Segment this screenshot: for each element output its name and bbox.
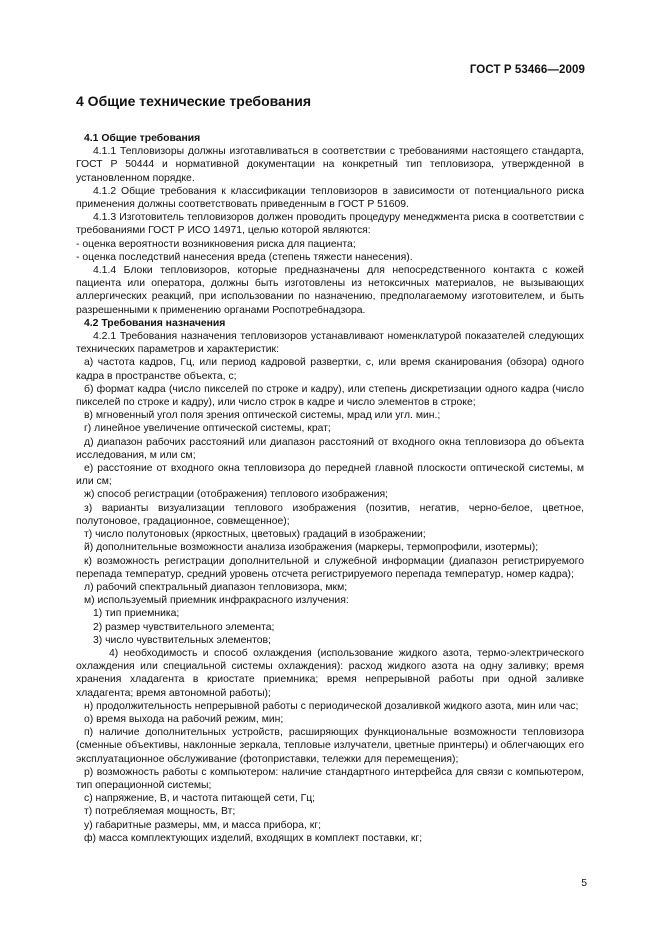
list-item: н) продолжительность непрерывной работы с периодической дозаливкой жидкого азота, мин или час; [84, 700, 579, 712]
document-header: ГОСТ Р 53466—2009 [469, 64, 585, 76]
dash-item: - оценка последствий нанесения вреда (степень тяжести нанесения). [76, 251, 413, 263]
list-item: й) дополнительные возможности анализа изображения (маркеры, термопрофили, изотермы); [84, 542, 539, 554]
page-number: 5 [581, 878, 587, 889]
list-item: с) напряжение, В, и частота питающей сети, Гц; [84, 793, 316, 805]
list-item: п) наличие дополнительных устройств, расширяющих функциональные возможности тепловизора (сменные объективы, наклонные зеркала, тепловые излучатели, цветные принтеры) и облегчающих его эксплуатационное обслуживание (фотоприставки, тележки для перемещения); [76, 727, 584, 765]
list-item: д) диапазон рабочих расстояний или диапазон расстояний от входного окна тепловизора до объекта исследования, м или см; [76, 436, 584, 461]
paragraph: 4.1.2 Общие требования к классификации тепловизоров в зависимости от потенциального риска применения должны соответствовать приведенным в ГОСТ Р 51609. [76, 185, 584, 211]
list-item: м) используемый приемник инфракрасного излучения: [84, 595, 349, 607]
subsection-title-4-2: 4.2 Требования назначения [84, 317, 226, 329]
document-body [76, 92, 584, 845]
list-item: т) потребляемая мощность, Вт; [84, 806, 236, 818]
paragraph: 4.1.1 Тепловизоры должны изготавливаться в соответствии с требованиями настоящего стандарта, ГОСТ Р 50444 и нормативной документации на конкретный тип тепловизора, утвержденной в установленном порядке. [76, 146, 584, 184]
list-item: е) расстояние от входного окна тепловизора до передней главной плоскости оптической системы, м или см; [76, 463, 584, 488]
list-item: к) возможность регистрации дополнительной и служебной информации (диапазон регистрируемого перепада температур, средний уровень отсчета регистрируемого перепада температур, номер кадра); [76, 555, 584, 580]
list-item: з) варианты визуализации теплового изображения (позитив, негатив, черно-белое, цветное, полутоновое, градационное, совмещенное); [76, 502, 584, 527]
list-item: л) рабочий спектральный диапазон тепловизора, мкм; [84, 581, 348, 593]
list-item: у) габаритные размеры, мм, и масса прибора, кг; [84, 819, 321, 831]
list-item: ф) масса комплектующих изделий, входящих в комплект поставки, кг; [84, 832, 423, 844]
list-item: т) число полутоновых (яркостных, цветовых) градаций в изображении; [84, 529, 426, 541]
dash-item: - оценка вероятности возникновения риска для пациента; [76, 238, 356, 250]
list-item: г) линейное увеличение оптической системы, крат; [84, 423, 331, 435]
list-item: о) время выхода на рабочий режим, мин; [84, 713, 284, 725]
paragraph: 4.1.4 Блоки тепловизоров, которые предназначены для непосредственного контакта с кожей пациента или оператора, должны быть изготовлены из нетоксичных материалов, не вызывающих аллергических реакций, при использовании по назначению, предполагаемому изготовителем, и быть разрешенными к применению органами Роспотребнадзора. [76, 265, 584, 316]
list-item: р) возможность работы с компьютером: наличие стандартного интерфейса для связи с компьютером, тип операционной системы; [76, 766, 584, 791]
sub-list-item: 2) размер чувствительного элемента; [93, 621, 275, 633]
sub-list-item: 1) тип приемника; [93, 608, 180, 620]
sub-list-item: 3) число чувствительных элементов; [93, 634, 271, 646]
list-item: б) формат кадра (число пикселей по строке и кадру), или степень дискретизации одного кадра (число пикселей по строке и кадру), или число строк в кадре и число элементов в строке; [76, 383, 584, 409]
list-item: а) частота кадров, Гц, или период кадровой развертки, с, или время сканирования (обзора) одного кадра в пространстве объекта, с; [76, 357, 584, 382]
subsection-title-4-1: 4.1 Общие требования [84, 133, 201, 144]
paragraph: 4.1.3 Изготовитель тепловизоров должен проводить процедуру менеджмента риска в соответствии с требованиями ГОСТ Р ИСО 14971, целью которой являются: [76, 212, 584, 237]
paragraph: 4.2.1 Требования назначения тепловизоров устанавливают номенклатурой показателей следующих технических параметров и характеристик: [76, 331, 584, 356]
list-item: в) мгновенный угол поля зрения оптической системы, мрад или угл. мин.; [84, 410, 441, 422]
sub-list-item: 4) необходимость и способ охлаждения (использование жидкого азота, термо-электрического охлаждения или специальной системы охлаждения): расход жидкого азота на одну заливку; время хранения хладагента в криостате приемника; время непрерывной работы при одной заливке хладагента; время автономной работы); [76, 647, 584, 699]
list-item: ж) способ регистрации (отображения) теплового изображения; [84, 489, 389, 501]
section-title: 4 Общие технические требования [76, 93, 312, 109]
